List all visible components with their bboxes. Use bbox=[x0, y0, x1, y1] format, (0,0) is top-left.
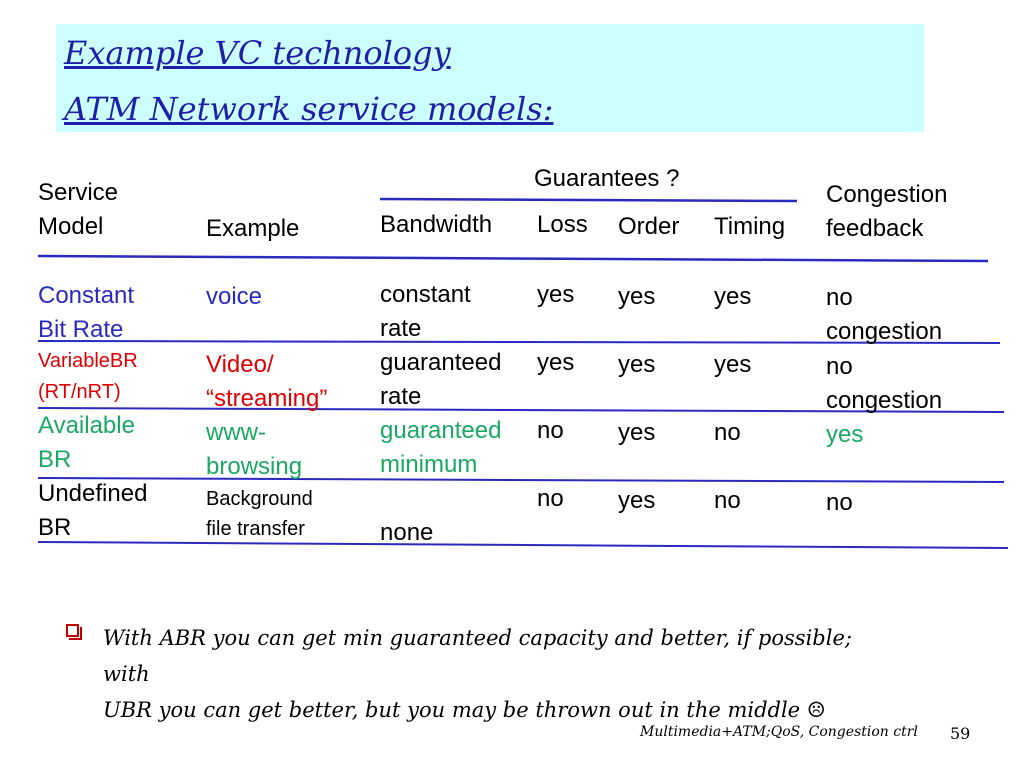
row-abr-model-2: BR bbox=[38, 446, 72, 473]
note-line-2-wrap bbox=[103, 692, 903, 728]
slide-title-line-2: ATM Network service models: bbox=[64, 90, 554, 128]
header-congestion-2: feedback bbox=[826, 215, 924, 242]
row-rule-4 bbox=[38, 542, 1008, 548]
row-ubr-loss: no bbox=[537, 485, 564, 512]
header-service-model-2: Model bbox=[38, 213, 104, 240]
row-vbr-model-2: (RT/nRT) bbox=[38, 381, 121, 403]
row-vbr-bandwidth-1: guaranteed bbox=[380, 349, 502, 376]
header-service-model-1: Service bbox=[38, 179, 119, 206]
row-ubr-example-2: file transfer bbox=[206, 518, 305, 540]
note-line-1: With ABR you can get min guaranteed capacity and better, if possible; with bbox=[103, 626, 852, 686]
row-abr-example-1: www- bbox=[206, 419, 266, 446]
row-cbr-model-2: Bit Rate bbox=[38, 316, 124, 343]
footer-text: Multimedia+ATM;QoS, Congestion ctrl bbox=[640, 724, 918, 740]
row-rule-3 bbox=[38, 478, 1004, 482]
row-cbr-congestion-2: congestion bbox=[826, 318, 943, 345]
row-cbr-timing: yes bbox=[714, 283, 752, 310]
header-timing: Timing bbox=[714, 213, 786, 240]
row-abr-bandwidth-1: guaranteed bbox=[380, 417, 502, 444]
row-abr-congestion: yes bbox=[826, 421, 864, 448]
row-ubr-model-1: Undefined bbox=[38, 480, 148, 507]
row-cbr-model-1: Constant bbox=[38, 282, 135, 309]
row-abr-loss: no bbox=[537, 417, 564, 444]
row-abr-timing: no bbox=[714, 419, 741, 446]
row-vbr-example-2: “streaming” bbox=[206, 385, 328, 412]
row-vbr-bandwidth-2: rate bbox=[380, 383, 422, 410]
row-vbr-order: yes bbox=[618, 351, 656, 378]
row-abr-order: yes bbox=[618, 419, 656, 446]
row-cbr-bandwidth-1: constant bbox=[380, 281, 471, 308]
row-vbr-timing: yes bbox=[714, 351, 752, 378]
header-order: Order bbox=[618, 213, 680, 240]
row-ubr-example-1: Background bbox=[206, 488, 313, 510]
row-vbr-loss: yes bbox=[537, 349, 575, 376]
row-vbr-congestion-2: congestion bbox=[826, 387, 943, 414]
row-abr-model-1: Available bbox=[38, 412, 135, 439]
header-bandwidth: Bandwidth bbox=[380, 211, 493, 238]
row-cbr-order: yes bbox=[618, 283, 656, 310]
row-vbr-example-1: Video/ bbox=[206, 351, 274, 378]
row-ubr-model-2: BR bbox=[38, 514, 72, 541]
row-cbr-congestion-1: no bbox=[826, 284, 853, 311]
square-bullet-icon bbox=[66, 624, 79, 637]
sad-face-icon: ☹ bbox=[806, 698, 826, 722]
row-ubr-congestion: no bbox=[826, 489, 853, 516]
guarantees-rule bbox=[380, 199, 797, 201]
header-guarantees: Guarantees ? bbox=[534, 165, 680, 192]
header-congestion-1: Congestion bbox=[826, 181, 948, 208]
row-abr-example-2: browsing bbox=[206, 453, 303, 480]
row-abr-bandwidth-2: minimum bbox=[380, 451, 478, 478]
note-text bbox=[103, 620, 903, 728]
slide-title-line-1: Example VC technology bbox=[64, 34, 451, 72]
row-cbr-example: voice bbox=[206, 283, 263, 310]
row-ubr-order: yes bbox=[618, 487, 656, 514]
row-ubr-timing: no bbox=[714, 487, 741, 514]
note-line-2: UBR you can get better, but you may be thrown out in the middle bbox=[103, 698, 801, 722]
header-example: Example bbox=[206, 215, 300, 242]
header-rule bbox=[38, 256, 988, 261]
row-ubr-bandwidth: none bbox=[380, 519, 434, 546]
header-loss: Loss bbox=[537, 211, 588, 238]
row-vbr-congestion-1: no bbox=[826, 353, 853, 380]
row-vbr-model-1: VariableBR bbox=[38, 350, 138, 372]
row-cbr-loss: yes bbox=[537, 281, 575, 308]
page-number: 59 bbox=[950, 724, 971, 743]
row-cbr-bandwidth-2: rate bbox=[380, 315, 422, 342]
